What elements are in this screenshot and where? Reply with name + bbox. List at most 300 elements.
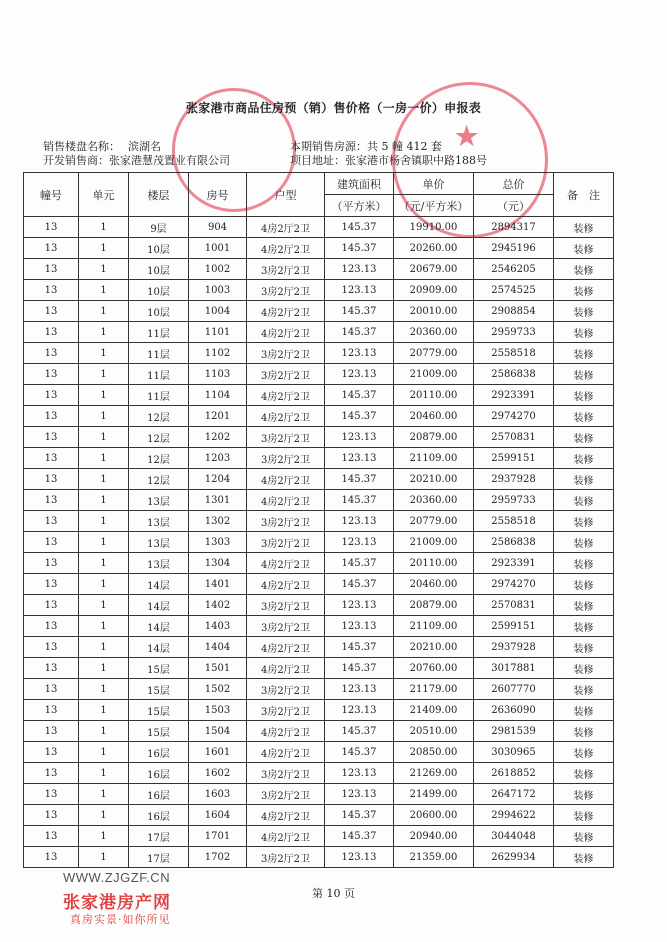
cell-unit: 1 <box>79 238 129 259</box>
cell-total: 2908854 <box>474 301 554 322</box>
cell-floor: 11层 <box>129 322 189 343</box>
cell-price: 20600.00 <box>394 805 474 826</box>
cell-layout: 3房2厅2卫 <box>247 700 325 721</box>
table-row <box>24 847 614 868</box>
cell-total: 2974270 <box>474 574 554 595</box>
cell-unit: 1 <box>79 805 129 826</box>
cell-remark: 装修 <box>554 658 614 679</box>
table-row <box>24 469 614 490</box>
developer-name: 张家港慧茂置业有限公司 <box>109 154 230 167</box>
cell-remark: 装修 <box>554 595 614 616</box>
cell-room: 1104 <box>189 385 247 406</box>
table-row <box>24 784 614 805</box>
table-row <box>24 364 614 385</box>
cell-floor: 11层 <box>129 343 189 364</box>
cell-remark: 装修 <box>554 532 614 553</box>
cell-area: 145.37 <box>325 805 394 826</box>
cell-price: 21269.00 <box>394 763 474 784</box>
cell-remark: 装修 <box>554 763 614 784</box>
cell-price: 20360.00 <box>394 490 474 511</box>
cell-floor: 11层 <box>129 385 189 406</box>
header-floor: 楼层 <box>129 173 189 217</box>
cell-layout: 4房2厅2卫 <box>247 490 325 511</box>
cell-building: 13 <box>24 448 79 469</box>
cell-remark: 装修 <box>554 259 614 280</box>
cell-remark: 装修 <box>554 637 614 658</box>
cell-floor: 11层 <box>129 364 189 385</box>
cell-unit: 1 <box>79 343 129 364</box>
cell-floor: 12层 <box>129 448 189 469</box>
cell-room: 1102 <box>189 343 247 364</box>
cell-room: 1603 <box>189 784 247 805</box>
cell-area: 123.13 <box>325 679 394 700</box>
cell-price: 20760.00 <box>394 658 474 679</box>
cell-total: 2618852 <box>474 763 554 784</box>
table-row <box>24 532 614 553</box>
header-price-unit: （元/平方米） <box>394 195 474 217</box>
cell-remark: 装修 <box>554 406 614 427</box>
cell-total: 2959733 <box>474 490 554 511</box>
cell-unit: 1 <box>79 826 129 847</box>
page-number: 第 10 页 <box>312 887 355 900</box>
cell-price: 21109.00 <box>394 616 474 637</box>
cell-price: 20879.00 <box>394 595 474 616</box>
cell-layout: 4房2厅2卫 <box>247 658 325 679</box>
cell-remark: 装修 <box>554 847 614 868</box>
cell-building: 13 <box>24 280 79 301</box>
cell-area: 145.37 <box>325 826 394 847</box>
cell-room: 1003 <box>189 280 247 301</box>
cell-room: 1604 <box>189 805 247 826</box>
cell-total: 2574525 <box>474 280 554 301</box>
cell-floor: 14层 <box>129 637 189 658</box>
table-row <box>24 343 614 364</box>
cell-price: 21009.00 <box>394 532 474 553</box>
cell-unit: 1 <box>79 322 129 343</box>
cell-layout: 3房2厅2卫 <box>247 259 325 280</box>
cell-layout: 3房2厅2卫 <box>247 763 325 784</box>
table-row <box>24 616 614 637</box>
table-row <box>24 763 614 784</box>
cell-remark: 装修 <box>554 385 614 406</box>
cell-floor: 12层 <box>129 469 189 490</box>
table-row <box>24 805 614 826</box>
table-row <box>24 742 614 763</box>
cell-room: 1204 <box>189 469 247 490</box>
cell-total: 2558518 <box>474 511 554 532</box>
cell-remark: 装修 <box>554 448 614 469</box>
cell-unit: 1 <box>79 616 129 637</box>
cell-unit: 1 <box>79 364 129 385</box>
cell-floor: 12层 <box>129 427 189 448</box>
cell-layout: 3房2厅2卫 <box>247 511 325 532</box>
cell-layout: 4房2厅2卫 <box>247 826 325 847</box>
cell-building: 13 <box>24 301 79 322</box>
cell-floor: 13层 <box>129 511 189 532</box>
cell-price: 19910.00 <box>394 217 474 238</box>
cell-price: 20260.00 <box>394 238 474 259</box>
cell-layout: 3房2厅2卫 <box>247 448 325 469</box>
cell-total: 2937928 <box>474 637 554 658</box>
cell-layout: 4房2厅2卫 <box>247 322 325 343</box>
table-row <box>24 700 614 721</box>
cell-total: 2570831 <box>474 595 554 616</box>
cell-area: 145.37 <box>325 301 394 322</box>
cell-remark: 装修 <box>554 721 614 742</box>
cell-price: 20510.00 <box>394 721 474 742</box>
table-row <box>24 721 614 742</box>
table-row <box>24 679 614 700</box>
cell-unit: 1 <box>79 532 129 553</box>
cell-building: 13 <box>24 637 79 658</box>
cell-unit: 1 <box>79 259 129 280</box>
cell-remark: 装修 <box>554 574 614 595</box>
cell-floor: 16层 <box>129 742 189 763</box>
cell-floor: 13层 <box>129 490 189 511</box>
cell-unit: 1 <box>79 763 129 784</box>
cell-floor: 15层 <box>129 658 189 679</box>
cell-room: 1601 <box>189 742 247 763</box>
cell-building: 13 <box>24 826 79 847</box>
cell-price: 20210.00 <box>394 637 474 658</box>
cell-room: 1302 <box>189 511 247 532</box>
cell-area: 123.13 <box>325 847 394 868</box>
cell-layout: 3房2厅2卫 <box>247 364 325 385</box>
project-name: 滨湖名 <box>128 140 161 153</box>
cell-room: 1401 <box>189 574 247 595</box>
cell-total: 2586838 <box>474 364 554 385</box>
cell-floor: 16层 <box>129 763 189 784</box>
cell-floor: 13层 <box>129 532 189 553</box>
cell-remark: 装修 <box>554 343 614 364</box>
cell-remark: 装修 <box>554 238 614 259</box>
cell-floor: 16层 <box>129 805 189 826</box>
header-area: 建筑面积 <box>325 173 394 195</box>
cell-room: 1502 <box>189 679 247 700</box>
cell-remark: 装修 <box>554 742 614 763</box>
cell-remark: 装修 <box>554 427 614 448</box>
cell-area: 145.37 <box>325 574 394 595</box>
cell-floor: 10层 <box>129 238 189 259</box>
cell-building: 13 <box>24 721 79 742</box>
cell-building: 13 <box>24 658 79 679</box>
cell-price: 20360.00 <box>394 322 474 343</box>
table-row <box>24 637 614 658</box>
cell-unit: 1 <box>79 574 129 595</box>
cell-unit: 1 <box>79 301 129 322</box>
cell-room: 1301 <box>189 490 247 511</box>
table-row <box>24 385 614 406</box>
cell-layout: 4房2厅2卫 <box>247 238 325 259</box>
cell-area: 123.13 <box>325 784 394 805</box>
developer-line <box>43 152 230 168</box>
cell-area: 123.13 <box>325 511 394 532</box>
header-unit: 单元 <box>79 173 129 217</box>
table-row <box>24 259 614 280</box>
cell-remark: 装修 <box>554 280 614 301</box>
cell-total: 2570831 <box>474 427 554 448</box>
cell-total: 2923391 <box>474 553 554 574</box>
cell-area: 145.37 <box>325 238 394 259</box>
cell-room: 1202 <box>189 427 247 448</box>
cell-price: 21179.00 <box>394 679 474 700</box>
cell-total: 2937928 <box>474 469 554 490</box>
cell-layout: 4房2厅2卫 <box>247 406 325 427</box>
cell-total: 2599151 <box>474 448 554 469</box>
cell-unit: 1 <box>79 721 129 742</box>
cell-area: 145.37 <box>325 322 394 343</box>
table-row <box>24 406 614 427</box>
cell-building: 13 <box>24 763 79 784</box>
cell-area: 123.13 <box>325 364 394 385</box>
cell-price: 21499.00 <box>394 784 474 805</box>
cell-room: 1504 <box>189 721 247 742</box>
cell-building: 13 <box>24 553 79 574</box>
government-seal-star: ★ <box>455 122 479 152</box>
table-row <box>24 490 614 511</box>
cell-room: 1004 <box>189 301 247 322</box>
cell-floor: 10层 <box>129 301 189 322</box>
cell-unit: 1 <box>79 847 129 868</box>
cell-total: 2974270 <box>474 406 554 427</box>
cell-unit: 1 <box>79 700 129 721</box>
cell-total: 2894317 <box>474 217 554 238</box>
header-price: 单价 <box>394 173 474 195</box>
table-row <box>24 826 614 847</box>
table-row <box>24 238 614 259</box>
cell-building: 13 <box>24 406 79 427</box>
cell-price: 20879.00 <box>394 427 474 448</box>
cell-layout: 4房2厅2卫 <box>247 385 325 406</box>
cell-area: 123.13 <box>325 763 394 784</box>
cell-room: 1304 <box>189 553 247 574</box>
watermark-url: WWW.ZJGZF.CN <box>63 870 171 885</box>
cell-room: 1303 <box>189 532 247 553</box>
cell-price: 20940.00 <box>394 826 474 847</box>
cell-layout: 3房2厅2卫 <box>247 595 325 616</box>
cell-total: 3044048 <box>474 826 554 847</box>
table-row <box>24 448 614 469</box>
cell-floor: 10层 <box>129 259 189 280</box>
cell-building: 13 <box>24 427 79 448</box>
price-table <box>23 172 614 868</box>
cell-remark: 装修 <box>554 784 614 805</box>
cell-building: 13 <box>24 700 79 721</box>
table-row <box>24 427 614 448</box>
cell-remark: 装修 <box>554 364 614 385</box>
cell-total: 3030965 <box>474 742 554 763</box>
cell-remark: 装修 <box>554 490 614 511</box>
cell-layout: 4房2厅2卫 <box>247 217 325 238</box>
cell-remark: 装修 <box>554 217 614 238</box>
cell-floor: 14层 <box>129 595 189 616</box>
project-label: 销售楼盘名称： <box>43 140 120 153</box>
cell-floor: 17层 <box>129 826 189 847</box>
cell-layout: 4房2厅2卫 <box>247 301 325 322</box>
cell-price: 20010.00 <box>394 301 474 322</box>
table-body <box>24 217 614 868</box>
cell-remark: 装修 <box>554 301 614 322</box>
cell-room: 1103 <box>189 364 247 385</box>
cell-area: 145.37 <box>325 490 394 511</box>
cell-layout: 4房2厅2卫 <box>247 805 325 826</box>
table-row <box>24 658 614 679</box>
cell-price: 20210.00 <box>394 469 474 490</box>
cell-price: 20460.00 <box>394 574 474 595</box>
table-row <box>24 553 614 574</box>
cell-total: 2994622 <box>474 805 554 826</box>
cell-area: 123.13 <box>325 343 394 364</box>
header-room: 房号 <box>189 173 247 217</box>
cell-building: 13 <box>24 259 79 280</box>
cell-total: 2923391 <box>474 385 554 406</box>
cell-unit: 1 <box>79 637 129 658</box>
cell-unit: 1 <box>79 742 129 763</box>
header-remark: 备 注 <box>554 173 614 217</box>
cell-building: 13 <box>24 805 79 826</box>
cell-total: 2647172 <box>474 784 554 805</box>
cell-unit: 1 <box>79 511 129 532</box>
cell-floor: 10层 <box>129 280 189 301</box>
cell-area: 123.13 <box>325 427 394 448</box>
cell-building: 13 <box>24 784 79 805</box>
cell-layout: 3房2厅2卫 <box>247 679 325 700</box>
cell-remark: 装修 <box>554 553 614 574</box>
cell-room: 1002 <box>189 259 247 280</box>
cell-price: 20110.00 <box>394 553 474 574</box>
cell-area: 145.37 <box>325 553 394 574</box>
cell-unit: 1 <box>79 280 129 301</box>
cell-building: 13 <box>24 385 79 406</box>
cell-room: 1101 <box>189 322 247 343</box>
cell-floor: 16层 <box>129 784 189 805</box>
cell-layout: 4房2厅2卫 <box>247 721 325 742</box>
cell-total: 2636090 <box>474 700 554 721</box>
cell-price: 21359.00 <box>394 847 474 868</box>
cell-unit: 1 <box>79 679 129 700</box>
cell-area: 123.13 <box>325 700 394 721</box>
cell-total: 2558518 <box>474 343 554 364</box>
cell-remark: 装修 <box>554 700 614 721</box>
watermark-slogan: 真房实景·如你所见 <box>70 913 171 926</box>
cell-room: 1503 <box>189 700 247 721</box>
cell-remark: 装修 <box>554 826 614 847</box>
cell-floor: 17层 <box>129 847 189 868</box>
cell-price: 20850.00 <box>394 742 474 763</box>
cell-area: 123.13 <box>325 595 394 616</box>
cell-price: 20110.00 <box>394 385 474 406</box>
cell-floor: 14层 <box>129 574 189 595</box>
header-total-unit: （元） <box>474 195 554 217</box>
cell-building: 13 <box>24 343 79 364</box>
cell-floor: 9层 <box>129 217 189 238</box>
table-row <box>24 511 614 532</box>
cell-room: 1602 <box>189 763 247 784</box>
header-total: 总价 <box>474 173 554 195</box>
cell-room: 1201 <box>189 406 247 427</box>
cell-unit: 1 <box>79 490 129 511</box>
cell-remark: 装修 <box>554 805 614 826</box>
cell-unit: 1 <box>79 595 129 616</box>
cell-area: 145.37 <box>325 742 394 763</box>
cell-total: 2981539 <box>474 721 554 742</box>
cell-remark: 装修 <box>554 322 614 343</box>
cell-unit: 1 <box>79 406 129 427</box>
cell-price: 20679.00 <box>394 259 474 280</box>
cell-layout: 3房2厅2卫 <box>247 616 325 637</box>
cell-area: 123.13 <box>325 448 394 469</box>
cell-room: 904 <box>189 217 247 238</box>
cell-total: 2629934 <box>474 847 554 868</box>
cell-building: 13 <box>24 511 79 532</box>
table-row <box>24 322 614 343</box>
cell-building: 13 <box>24 238 79 259</box>
cell-floor: 12层 <box>129 406 189 427</box>
cell-layout: 3房2厅2卫 <box>247 427 325 448</box>
document-title: 张家港市商品住房预（销）售价格（一房一价）申报表 <box>185 101 482 115</box>
cell-area: 145.37 <box>325 406 394 427</box>
cell-area: 123.13 <box>325 616 394 637</box>
cell-layout: 4房2厅2卫 <box>247 553 325 574</box>
cell-building: 13 <box>24 574 79 595</box>
table-row <box>24 280 614 301</box>
cell-layout: 3房2厅2卫 <box>247 784 325 805</box>
cell-unit: 1 <box>79 385 129 406</box>
cell-remark: 装修 <box>554 469 614 490</box>
cell-area: 123.13 <box>325 532 394 553</box>
cell-unit: 1 <box>79 658 129 679</box>
table-row <box>24 217 614 238</box>
table-row <box>24 595 614 616</box>
cell-room: 1702 <box>189 847 247 868</box>
header-building: 幢号 <box>24 173 79 217</box>
cell-building: 13 <box>24 616 79 637</box>
cell-building: 13 <box>24 847 79 868</box>
cell-unit: 1 <box>79 469 129 490</box>
cell-total: 2546205 <box>474 259 554 280</box>
supply-line: 本期销售房源：共 5 幢 412 套 <box>290 140 442 153</box>
cell-unit: 1 <box>79 784 129 805</box>
cell-building: 13 <box>24 679 79 700</box>
cell-floor: 15层 <box>129 700 189 721</box>
cell-building: 13 <box>24 217 79 238</box>
cell-layout: 3房2厅2卫 <box>247 343 325 364</box>
header-layout: 户型 <box>247 173 325 217</box>
cell-layout: 4房2厅2卫 <box>247 574 325 595</box>
cell-building: 13 <box>24 322 79 343</box>
cell-total: 2945196 <box>474 238 554 259</box>
cell-total: 2599151 <box>474 616 554 637</box>
cell-layout: 4房2厅2卫 <box>247 469 325 490</box>
cell-unit: 1 <box>79 427 129 448</box>
cell-unit: 1 <box>79 217 129 238</box>
cell-area: 145.37 <box>325 721 394 742</box>
cell-total: 2607770 <box>474 679 554 700</box>
cell-building: 13 <box>24 469 79 490</box>
cell-area: 145.37 <box>325 637 394 658</box>
cell-remark: 装修 <box>554 616 614 637</box>
cell-price: 20779.00 <box>394 343 474 364</box>
cell-area: 145.37 <box>325 469 394 490</box>
cell-floor: 15层 <box>129 679 189 700</box>
cell-price: 20779.00 <box>394 511 474 532</box>
cell-room: 1403 <box>189 616 247 637</box>
cell-unit: 1 <box>79 448 129 469</box>
cell-floor: 13层 <box>129 553 189 574</box>
cell-building: 13 <box>24 742 79 763</box>
cell-price: 20460.00 <box>394 406 474 427</box>
cell-remark: 装修 <box>554 679 614 700</box>
